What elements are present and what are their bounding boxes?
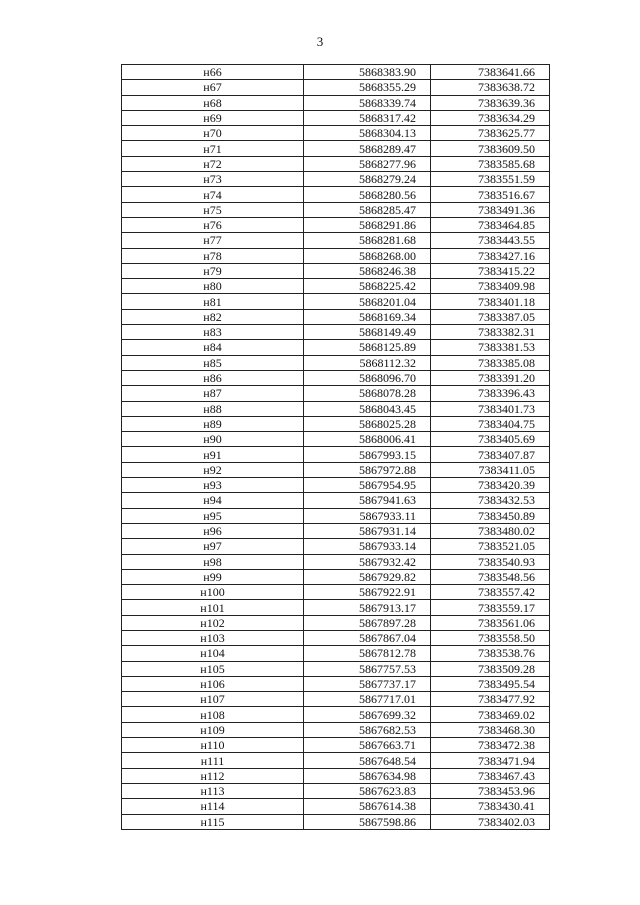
- x-coordinate-cell: 5868317.42: [304, 110, 431, 125]
- x-coordinate-cell: 5867867.04: [304, 630, 431, 645]
- point-label-cell: н72: [122, 156, 304, 171]
- x-coordinate-cell: 5867614.38: [304, 799, 431, 814]
- table-row: [122, 493, 550, 508]
- point-label-cell: н83: [122, 325, 304, 340]
- coordinates-table: [121, 64, 550, 830]
- point-label-cell: н76: [122, 217, 304, 232]
- x-coordinate-cell: 5867922.91: [304, 585, 431, 600]
- table-row: [122, 600, 550, 615]
- x-coordinate-cell: 5867932.42: [304, 554, 431, 569]
- table-row: [122, 370, 550, 385]
- y-coordinate-cell: 7383480.02: [431, 523, 550, 538]
- table-row: [122, 615, 550, 630]
- y-coordinate-cell: 7383381.53: [431, 340, 550, 355]
- table-row: [122, 217, 550, 232]
- table-row: [122, 416, 550, 431]
- x-coordinate-cell: 5867993.15: [304, 447, 431, 462]
- x-coordinate-cell: 5867812.78: [304, 646, 431, 661]
- x-coordinate-cell: 5867737.17: [304, 676, 431, 691]
- point-label-cell: н114: [122, 799, 304, 814]
- point-label-cell: н79: [122, 263, 304, 278]
- point-label-cell: н75: [122, 202, 304, 217]
- table-row: [122, 294, 550, 309]
- x-coordinate-cell: 5868268.00: [304, 248, 431, 263]
- table-row: [122, 95, 550, 110]
- point-label-cell: н109: [122, 722, 304, 737]
- y-coordinate-cell: 7383387.05: [431, 309, 550, 324]
- x-coordinate-cell: 5868125.89: [304, 340, 431, 355]
- point-label-cell: н91: [122, 447, 304, 462]
- y-coordinate-cell: 7383415.22: [431, 263, 550, 278]
- point-label-cell: н67: [122, 80, 304, 95]
- x-coordinate-cell: 5867929.82: [304, 569, 431, 584]
- table-row: [122, 738, 550, 753]
- y-coordinate-cell: 7383427.16: [431, 248, 550, 263]
- x-coordinate-cell: 5868285.47: [304, 202, 431, 217]
- x-coordinate-cell: 5868383.90: [304, 65, 431, 80]
- y-coordinate-cell: 7383401.18: [431, 294, 550, 309]
- table-row: [122, 141, 550, 156]
- x-coordinate-cell: 5868280.56: [304, 187, 431, 202]
- x-coordinate-cell: 5868201.04: [304, 294, 431, 309]
- table-row: [122, 355, 550, 370]
- x-coordinate-cell: 5867682.53: [304, 722, 431, 737]
- point-label-cell: н69: [122, 110, 304, 125]
- point-label-cell: н96: [122, 523, 304, 538]
- table-row: [122, 799, 550, 814]
- y-coordinate-cell: 7383407.87: [431, 447, 550, 462]
- x-coordinate-cell: 5867931.14: [304, 523, 431, 538]
- table-row: [122, 630, 550, 645]
- y-coordinate-cell: 7383634.29: [431, 110, 550, 125]
- x-coordinate-cell: 5868149.49: [304, 325, 431, 340]
- y-coordinate-cell: 7383405.69: [431, 432, 550, 447]
- table-row: [122, 707, 550, 722]
- point-label-cell: н99: [122, 569, 304, 584]
- point-label-cell: н82: [122, 309, 304, 324]
- x-coordinate-cell: 5867699.32: [304, 707, 431, 722]
- point-label-cell: н93: [122, 478, 304, 493]
- y-coordinate-cell: 7383402.03: [431, 814, 550, 829]
- y-coordinate-cell: 7383404.75: [431, 416, 550, 431]
- x-coordinate-cell: 5868096.70: [304, 370, 431, 385]
- page-number: 3: [316, 34, 324, 49]
- point-label-cell: н98: [122, 554, 304, 569]
- point-label-cell: н80: [122, 279, 304, 294]
- x-coordinate-cell: 5868277.96: [304, 156, 431, 171]
- x-coordinate-cell: 5867623.83: [304, 783, 431, 798]
- table-row: [122, 110, 550, 125]
- point-label-cell: н113: [122, 783, 304, 798]
- y-coordinate-cell: 7383561.06: [431, 615, 550, 630]
- point-label-cell: н73: [122, 172, 304, 187]
- y-coordinate-cell: 7383559.17: [431, 600, 550, 615]
- coordinates-table-body: [122, 65, 550, 830]
- x-coordinate-cell: 5867634.98: [304, 768, 431, 783]
- point-label-cell: н78: [122, 248, 304, 263]
- point-label-cell: н68: [122, 95, 304, 110]
- table-row: [122, 554, 550, 569]
- point-label-cell: н94: [122, 493, 304, 508]
- point-label-cell: н71: [122, 141, 304, 156]
- y-coordinate-cell: 7383638.72: [431, 80, 550, 95]
- y-coordinate-cell: 7383477.92: [431, 692, 550, 707]
- table-row: [122, 676, 550, 691]
- table-row: [122, 156, 550, 171]
- table-row: [122, 539, 550, 554]
- x-coordinate-cell: 5867717.01: [304, 692, 431, 707]
- x-coordinate-cell: 5867757.53: [304, 661, 431, 676]
- point-label-cell: н102: [122, 615, 304, 630]
- table-row: [122, 65, 550, 80]
- y-coordinate-cell: 7383557.42: [431, 585, 550, 600]
- point-label-cell: н111: [122, 753, 304, 768]
- y-coordinate-cell: 7383469.02: [431, 707, 550, 722]
- x-coordinate-cell: 5868279.24: [304, 172, 431, 187]
- x-coordinate-cell: 5867913.17: [304, 600, 431, 615]
- y-coordinate-cell: 7383411.05: [431, 462, 550, 477]
- y-coordinate-cell: 7383453.96: [431, 783, 550, 798]
- y-coordinate-cell: 7383420.39: [431, 478, 550, 493]
- point-label-cell: н101: [122, 600, 304, 615]
- point-label-cell: н92: [122, 462, 304, 477]
- table-row: [122, 783, 550, 798]
- point-label-cell: н77: [122, 233, 304, 248]
- point-label-cell: н104: [122, 646, 304, 661]
- y-coordinate-cell: 7383401.73: [431, 401, 550, 416]
- y-coordinate-cell: 7383471.94: [431, 753, 550, 768]
- table-row: [122, 340, 550, 355]
- y-coordinate-cell: 7383385.08: [431, 355, 550, 370]
- y-coordinate-cell: 7383464.85: [431, 217, 550, 232]
- y-coordinate-cell: 7383396.43: [431, 386, 550, 401]
- point-label-cell: н81: [122, 294, 304, 309]
- x-coordinate-cell: 5868025.28: [304, 416, 431, 431]
- x-coordinate-cell: 5868112.32: [304, 355, 431, 370]
- table-row: [122, 325, 550, 340]
- point-label-cell: н107: [122, 692, 304, 707]
- table-row: [122, 279, 550, 294]
- x-coordinate-cell: 5867941.63: [304, 493, 431, 508]
- point-label-cell: н87: [122, 386, 304, 401]
- table-row: [122, 187, 550, 202]
- table-row: [122, 432, 550, 447]
- x-coordinate-cell: 5867598.86: [304, 814, 431, 829]
- y-coordinate-cell: 7383516.67: [431, 187, 550, 202]
- point-label-cell: н112: [122, 768, 304, 783]
- table-row: [122, 585, 550, 600]
- y-coordinate-cell: 7383521.05: [431, 539, 550, 554]
- x-coordinate-cell: 5867897.28: [304, 615, 431, 630]
- table-row: [122, 172, 550, 187]
- y-coordinate-cell: 7383468.30: [431, 722, 550, 737]
- point-label-cell: н88: [122, 401, 304, 416]
- x-coordinate-cell: 5867933.11: [304, 508, 431, 523]
- y-coordinate-cell: 7383432.53: [431, 493, 550, 508]
- point-label-cell: н105: [122, 661, 304, 676]
- x-coordinate-cell: 5868225.42: [304, 279, 431, 294]
- point-label-cell: н95: [122, 508, 304, 523]
- table-row: [122, 248, 550, 263]
- table-row: [122, 523, 550, 538]
- y-coordinate-cell: 7383491.36: [431, 202, 550, 217]
- table-row: [122, 126, 550, 141]
- table-row: [122, 768, 550, 783]
- table-row: [122, 202, 550, 217]
- table-row: [122, 814, 550, 829]
- point-label-cell: н70: [122, 126, 304, 141]
- point-label-cell: н106: [122, 676, 304, 691]
- y-coordinate-cell: 7383625.77: [431, 126, 550, 141]
- point-label-cell: н74: [122, 187, 304, 202]
- point-label-cell: н103: [122, 630, 304, 645]
- point-label-cell: н108: [122, 707, 304, 722]
- point-label-cell: н90: [122, 432, 304, 447]
- table-row: [122, 508, 550, 523]
- table-row: [122, 646, 550, 661]
- table-row: [122, 661, 550, 676]
- point-label-cell: н85: [122, 355, 304, 370]
- y-coordinate-cell: 7383585.68: [431, 156, 550, 171]
- y-coordinate-cell: 7383382.31: [431, 325, 550, 340]
- table-row: [122, 478, 550, 493]
- x-coordinate-cell: 5868291.86: [304, 217, 431, 232]
- point-label-cell: н84: [122, 340, 304, 355]
- table-row: [122, 80, 550, 95]
- y-coordinate-cell: 7383509.28: [431, 661, 550, 676]
- x-coordinate-cell: 5868043.45: [304, 401, 431, 416]
- x-coordinate-cell: 5867933.14: [304, 539, 431, 554]
- table-row: [122, 722, 550, 737]
- x-coordinate-cell: 5867648.54: [304, 753, 431, 768]
- y-coordinate-cell: 7383540.93: [431, 554, 550, 569]
- table-row: [122, 401, 550, 416]
- x-coordinate-cell: 5868339.74: [304, 95, 431, 110]
- y-coordinate-cell: 7383391.20: [431, 370, 550, 385]
- table-row: [122, 462, 550, 477]
- table-row: [122, 753, 550, 768]
- x-coordinate-cell: 5868355.29: [304, 80, 431, 95]
- table-row: [122, 263, 550, 278]
- x-coordinate-cell: 5868169.34: [304, 309, 431, 324]
- y-coordinate-cell: 7383538.76: [431, 646, 550, 661]
- y-coordinate-cell: 7383641.66: [431, 65, 550, 80]
- point-label-cell: н89: [122, 416, 304, 431]
- table-row: [122, 386, 550, 401]
- table-row: [122, 309, 550, 324]
- y-coordinate-cell: 7383558.50: [431, 630, 550, 645]
- point-label-cell: н97: [122, 539, 304, 554]
- x-coordinate-cell: 5868304.13: [304, 126, 431, 141]
- y-coordinate-cell: 7383609.50: [431, 141, 550, 156]
- point-label-cell: н115: [122, 814, 304, 829]
- y-coordinate-cell: 7383551.59: [431, 172, 550, 187]
- x-coordinate-cell: 5868289.47: [304, 141, 431, 156]
- y-coordinate-cell: 7383548.56: [431, 569, 550, 584]
- y-coordinate-cell: 7383443.55: [431, 233, 550, 248]
- y-coordinate-cell: 7383430.41: [431, 799, 550, 814]
- point-label-cell: н100: [122, 585, 304, 600]
- table-row: [122, 692, 550, 707]
- x-coordinate-cell: 5867972.88: [304, 462, 431, 477]
- x-coordinate-cell: 5868246.38: [304, 263, 431, 278]
- table-row: [122, 233, 550, 248]
- y-coordinate-cell: 7383409.98: [431, 279, 550, 294]
- table-row: [122, 569, 550, 584]
- table-row: [122, 447, 550, 462]
- point-label-cell: н110: [122, 738, 304, 753]
- y-coordinate-cell: 7383495.54: [431, 676, 550, 691]
- point-label-cell: н86: [122, 370, 304, 385]
- point-label-cell: н66: [122, 65, 304, 80]
- y-coordinate-cell: 7383467.43: [431, 768, 550, 783]
- y-coordinate-cell: 7383450.89: [431, 508, 550, 523]
- x-coordinate-cell: 5868006.41: [304, 432, 431, 447]
- x-coordinate-cell: 5868281.68: [304, 233, 431, 248]
- x-coordinate-cell: 5868078.28: [304, 386, 431, 401]
- y-coordinate-cell: 7383639.36: [431, 95, 550, 110]
- y-coordinate-cell: 7383472.38: [431, 738, 550, 753]
- x-coordinate-cell: 5867954.95: [304, 478, 431, 493]
- x-coordinate-cell: 5867663.71: [304, 738, 431, 753]
